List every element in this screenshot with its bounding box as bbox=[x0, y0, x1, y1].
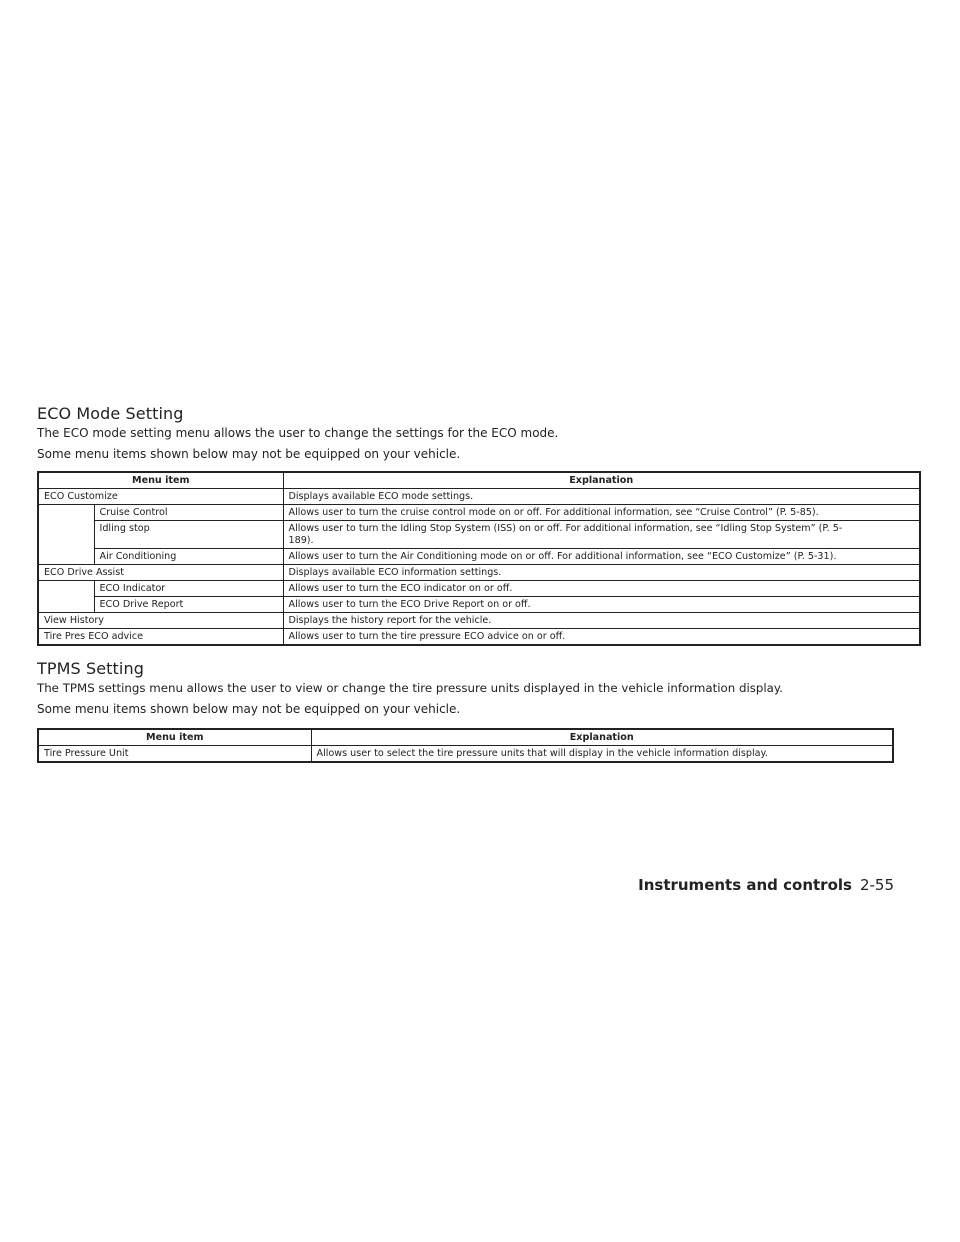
table-row bbox=[38, 565, 920, 581]
eco-table bbox=[37, 471, 921, 646]
table-row bbox=[38, 521, 920, 549]
page-footer bbox=[638, 876, 894, 894]
tpms-col-explanation: Explanation bbox=[311, 729, 893, 746]
explanation: Allows user to turn the tire pressure ECO advice on or off. bbox=[283, 629, 920, 646]
explanation: Allows user to turn the Idling Stop System (ISS) on or off. For additional information, see “Idling Stop System” (P. 5-189). bbox=[283, 521, 920, 549]
explanation: Allows user to turn the cruise control mode on or off. For additional information, see “Cruise Control” (P. 5-85). bbox=[283, 505, 920, 521]
menu-item: View History bbox=[38, 613, 283, 629]
page-number: 2-55 bbox=[859, 876, 894, 894]
explanation: Displays available ECO information settings. bbox=[283, 565, 920, 581]
table-row bbox=[38, 597, 920, 613]
table-row bbox=[38, 581, 920, 597]
explanation: Allows user to turn the Air Conditioning mode on or off. For additional information, see “ECO Customize” (P. 5-31). bbox=[283, 549, 920, 565]
table-row bbox=[38, 505, 920, 521]
eco-mode-section bbox=[37, 404, 558, 462]
table-row bbox=[38, 549, 920, 565]
sub-menu-item: Idling stop bbox=[94, 521, 283, 549]
tpms-section bbox=[37, 659, 783, 717]
menu-item: ECO Customize bbox=[38, 489, 283, 505]
eco-intro: The ECO mode setting menu allows the user to change the settings for the ECO mode. bbox=[37, 426, 559, 440]
menu-item: Tire Pres ECO advice bbox=[38, 629, 283, 646]
table-row bbox=[38, 613, 920, 629]
eco-note: Some menu items shown below may not be equipped on your vehicle. bbox=[37, 447, 461, 461]
table-row bbox=[38, 489, 920, 505]
tpms-intro: The TPMS settings menu allows the user to view or change the tire pressure units displayed in the vehicle information display. bbox=[37, 681, 783, 695]
eco-col-menu: Menu item bbox=[38, 472, 283, 489]
eco-table-header bbox=[38, 472, 920, 489]
explanation: Allows user to select the tire pressure units that will display in the vehicle information display. bbox=[311, 746, 893, 763]
sub-menu-item: ECO Indicator bbox=[94, 581, 283, 597]
tpms-table-header bbox=[38, 729, 893, 746]
eco-col-explanation: Explanation bbox=[283, 472, 920, 489]
sub-menu-item: Cruise Control bbox=[94, 505, 283, 521]
sub-menu-item: ECO Drive Report bbox=[94, 597, 283, 613]
indent-cell bbox=[38, 581, 94, 613]
tpms-col-menu: Menu item bbox=[38, 729, 311, 746]
explanation: Allows user to turn the ECO indicator on or off. bbox=[283, 581, 920, 597]
explanation: Displays the history report for the vehicle. bbox=[283, 613, 920, 629]
footer-section-title: Instruments and controls bbox=[638, 876, 852, 894]
menu-item: ECO Drive Assist bbox=[38, 565, 283, 581]
sub-menu-item: Air Conditioning bbox=[94, 549, 283, 565]
tpms-table bbox=[37, 728, 894, 763]
eco-heading: ECO Mode Setting bbox=[37, 404, 184, 423]
menu-item: Tire Pressure Unit bbox=[38, 746, 311, 763]
explanation: Displays available ECO mode settings. bbox=[283, 489, 920, 505]
tpms-note: Some menu items shown below may not be equipped on your vehicle. bbox=[37, 702, 461, 716]
explanation: Allows user to turn the ECO Drive Report on or off. bbox=[283, 597, 920, 613]
indent-cell bbox=[38, 505, 94, 565]
table-row bbox=[38, 746, 893, 763]
tpms-heading: TPMS Setting bbox=[37, 659, 144, 678]
table-row bbox=[38, 629, 920, 646]
